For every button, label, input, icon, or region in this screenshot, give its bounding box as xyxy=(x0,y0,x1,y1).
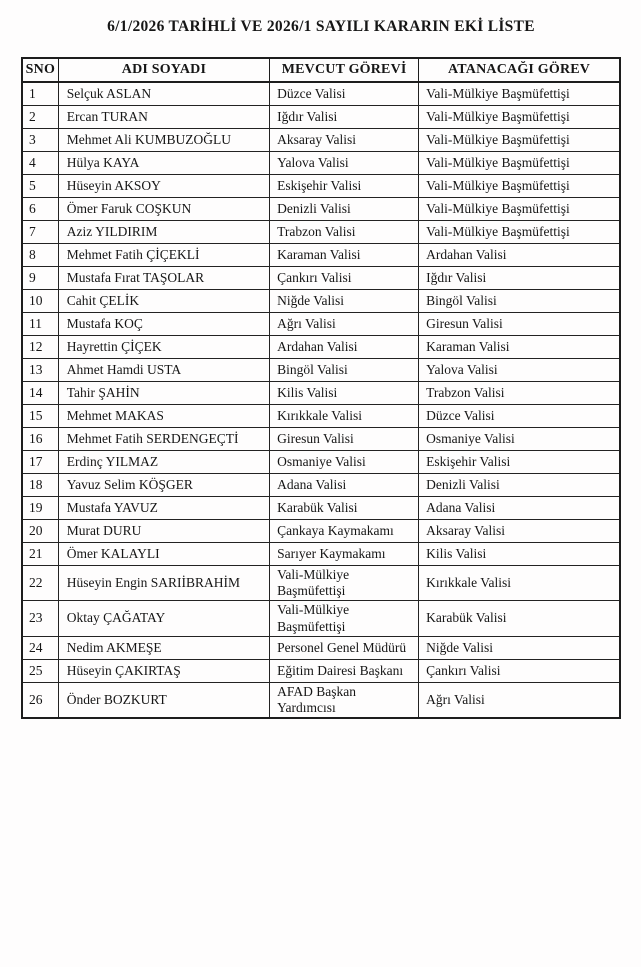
table-row xyxy=(22,405,620,428)
cell-current-position: Eskişehir Valisi xyxy=(270,175,419,198)
table-row xyxy=(22,244,620,267)
table-row xyxy=(22,382,620,405)
table-row xyxy=(22,543,620,566)
table-header-row xyxy=(22,58,620,82)
cell-sno: 14 xyxy=(22,382,58,405)
cell-name: Selçuk ASLAN xyxy=(58,82,269,106)
cell-name: Tahir ŞAHİN xyxy=(58,382,269,405)
cell-sno: 5 xyxy=(22,175,58,198)
cell-name: Erdinç YILMAZ xyxy=(58,451,269,474)
cell-name: Hayrettin ÇİÇEK xyxy=(58,336,269,359)
cell-current-position: Trabzon Valisi xyxy=(270,221,419,244)
cell-current-position: Eğitim Dairesi Başkanı xyxy=(270,659,419,682)
cell-new-position: Denizli Valisi xyxy=(419,474,620,497)
column-header-current-position: MEVCUT GÖREVİ xyxy=(270,58,419,82)
cell-new-position: Trabzon Valisi xyxy=(419,382,620,405)
cell-new-position: Iğdır Valisi xyxy=(419,267,620,290)
table-row xyxy=(22,428,620,451)
cell-new-position: Osmaniye Valisi xyxy=(419,428,620,451)
cell-sno: 3 xyxy=(22,129,58,152)
cell-sno: 17 xyxy=(22,451,58,474)
cell-current-position: Sarıyer Kaymakamı xyxy=(270,543,419,566)
cell-new-position: Eskişehir Valisi xyxy=(419,451,620,474)
cell-name: Önder BOZKURT xyxy=(58,682,269,718)
cell-new-position: Ardahan Valisi xyxy=(419,244,620,267)
cell-sno: 26 xyxy=(22,682,58,718)
cell-name: Mehmet Fatih ÇİÇEKLİ xyxy=(58,244,269,267)
column-header-new-position: ATANACAĞI GÖREV xyxy=(419,58,620,82)
table-row xyxy=(22,290,620,313)
cell-name: Aziz YILDIRIM xyxy=(58,221,269,244)
document-title: 6/1/2026 TARİHLİ VE 2026/1 SAYILI KARARIN EKİ LİSTE xyxy=(107,18,535,35)
cell-new-position: Kırıkkale Valisi xyxy=(419,566,620,601)
cell-sno: 15 xyxy=(22,405,58,428)
table-row xyxy=(22,474,620,497)
cell-current-position: Bingöl Valisi xyxy=(270,359,419,382)
cell-new-position: Aksaray Valisi xyxy=(419,520,620,543)
table-row xyxy=(22,152,620,175)
cell-current-position: Yalova Valisi xyxy=(270,152,419,175)
cell-sno: 13 xyxy=(22,359,58,382)
cell-sno: 1 xyxy=(22,82,58,106)
cell-current-position: Osmaniye Valisi xyxy=(270,451,419,474)
cell-sno: 11 xyxy=(22,313,58,336)
table-row xyxy=(22,520,620,543)
cell-sno: 4 xyxy=(22,152,58,175)
cell-new-position: Yalova Valisi xyxy=(419,359,620,382)
cell-sno: 2 xyxy=(22,106,58,129)
cell-name: Ömer Faruk COŞKUN xyxy=(58,198,269,221)
cell-new-position: Giresun Valisi xyxy=(419,313,620,336)
cell-name: Ahmet Hamdi USTA xyxy=(58,359,269,382)
cell-current-position: Karabük Valisi xyxy=(270,497,419,520)
table-row xyxy=(22,566,620,601)
cell-new-position: Karaman Valisi xyxy=(419,336,620,359)
cell-new-position: Vali-Mülkiye Başmüfettişi xyxy=(419,175,620,198)
cell-name: Mustafa KOÇ xyxy=(58,313,269,336)
cell-current-position: Çankırı Valisi xyxy=(270,267,419,290)
cell-sno: 21 xyxy=(22,543,58,566)
cell-new-position: Karabük Valisi xyxy=(419,601,620,636)
cell-new-position: Vali-Mülkiye Başmüfettişi xyxy=(419,152,620,175)
table-row xyxy=(22,82,620,106)
cell-new-position: Vali-Mülkiye Başmüfettişi xyxy=(419,106,620,129)
cell-sno: 23 xyxy=(22,601,58,636)
table-row xyxy=(22,636,620,659)
column-header-name: ADI SOYADI xyxy=(58,58,269,82)
cell-current-position: Vali-Mülkiye Başmüfettişi xyxy=(270,601,419,636)
cell-sno: 6 xyxy=(22,198,58,221)
table-row xyxy=(22,497,620,520)
cell-current-position: Kilis Valisi xyxy=(270,382,419,405)
cell-sno: 10 xyxy=(22,290,58,313)
cell-current-position: Düzce Valisi xyxy=(270,82,419,106)
cell-new-position: Bingöl Valisi xyxy=(419,290,620,313)
column-header-sno: SNO xyxy=(22,58,58,82)
cell-sno: 20 xyxy=(22,520,58,543)
cell-name: Hüseyin Engin SARIİBRAHİM xyxy=(58,566,269,601)
cell-new-position: Ağrı Valisi xyxy=(419,682,620,718)
cell-sno: 16 xyxy=(22,428,58,451)
cell-current-position: Vali-Mülkiye Başmüfettişi xyxy=(270,566,419,601)
table-row xyxy=(22,336,620,359)
cell-new-position: Vali-Mülkiye Başmüfettişi xyxy=(419,129,620,152)
cell-sno: 9 xyxy=(22,267,58,290)
cell-name: Mehmet Fatih SERDENGEÇTİ xyxy=(58,428,269,451)
table-row xyxy=(22,659,620,682)
table-row xyxy=(22,682,620,718)
cell-name: Mehmet MAKAS xyxy=(58,405,269,428)
cell-sno: 7 xyxy=(22,221,58,244)
cell-current-position: AFAD Başkan Yardımcısı xyxy=(270,682,419,718)
cell-current-position: Personel Genel Müdürü xyxy=(270,636,419,659)
cell-sno: 24 xyxy=(22,636,58,659)
table-row xyxy=(22,359,620,382)
cell-new-position: Vali-Mülkiye Başmüfettişi xyxy=(419,198,620,221)
cell-current-position: Ağrı Valisi xyxy=(270,313,419,336)
cell-sno: 8 xyxy=(22,244,58,267)
cell-sno: 18 xyxy=(22,474,58,497)
cell-name: Cahit ÇELİK xyxy=(58,290,269,313)
cell-current-position: Iğdır Valisi xyxy=(270,106,419,129)
cell-name: Oktay ÇAĞATAY xyxy=(58,601,269,636)
cell-name: Murat DURU xyxy=(58,520,269,543)
table-row xyxy=(22,198,620,221)
cell-new-position: Adana Valisi xyxy=(419,497,620,520)
cell-current-position: Giresun Valisi xyxy=(270,428,419,451)
table-row xyxy=(22,267,620,290)
appointments-table xyxy=(21,57,621,719)
cell-sno: 22 xyxy=(22,566,58,601)
cell-new-position: Vali-Mülkiye Başmüfettişi xyxy=(419,221,620,244)
table-row xyxy=(22,221,620,244)
cell-new-position: Çankırı Valisi xyxy=(419,659,620,682)
table-row xyxy=(22,601,620,636)
cell-name: Ercan TURAN xyxy=(58,106,269,129)
cell-new-position: Düzce Valisi xyxy=(419,405,620,428)
cell-name: Mehmet Ali KUMBUZOĞLU xyxy=(58,129,269,152)
cell-current-position: Aksaray Valisi xyxy=(270,129,419,152)
table-row xyxy=(22,175,620,198)
cell-new-position: Kilis Valisi xyxy=(419,543,620,566)
table-row xyxy=(22,313,620,336)
table-row xyxy=(22,129,620,152)
cell-current-position: Niğde Valisi xyxy=(270,290,419,313)
table-row xyxy=(22,106,620,129)
cell-sno: 12 xyxy=(22,336,58,359)
cell-current-position: Ardahan Valisi xyxy=(270,336,419,359)
cell-current-position: Çankaya Kaymakamı xyxy=(270,520,419,543)
cell-new-position: Niğde Valisi xyxy=(419,636,620,659)
cell-name: Ömer KALAYLI xyxy=(58,543,269,566)
cell-name: Yavuz Selim KÖŞGER xyxy=(58,474,269,497)
cell-name: Hülya KAYA xyxy=(58,152,269,175)
cell-current-position: Karaman Valisi xyxy=(270,244,419,267)
cell-current-position: Adana Valisi xyxy=(270,474,419,497)
cell-new-position: Vali-Mülkiye Başmüfettişi xyxy=(419,82,620,106)
cell-current-position: Denizli Valisi xyxy=(270,198,419,221)
cell-name: Hüseyin AKSOY xyxy=(58,175,269,198)
cell-current-position: Kırıkkale Valisi xyxy=(270,405,419,428)
cell-name: Hüseyin ÇAKIRTAŞ xyxy=(58,659,269,682)
cell-name: Mustafa Fırat TAŞOLAR xyxy=(58,267,269,290)
cell-name: Nedim AKMEŞE xyxy=(58,636,269,659)
cell-name: Mustafa YAVUZ xyxy=(58,497,269,520)
table-row xyxy=(22,451,620,474)
cell-sno: 19 xyxy=(22,497,58,520)
cell-sno: 25 xyxy=(22,659,58,682)
